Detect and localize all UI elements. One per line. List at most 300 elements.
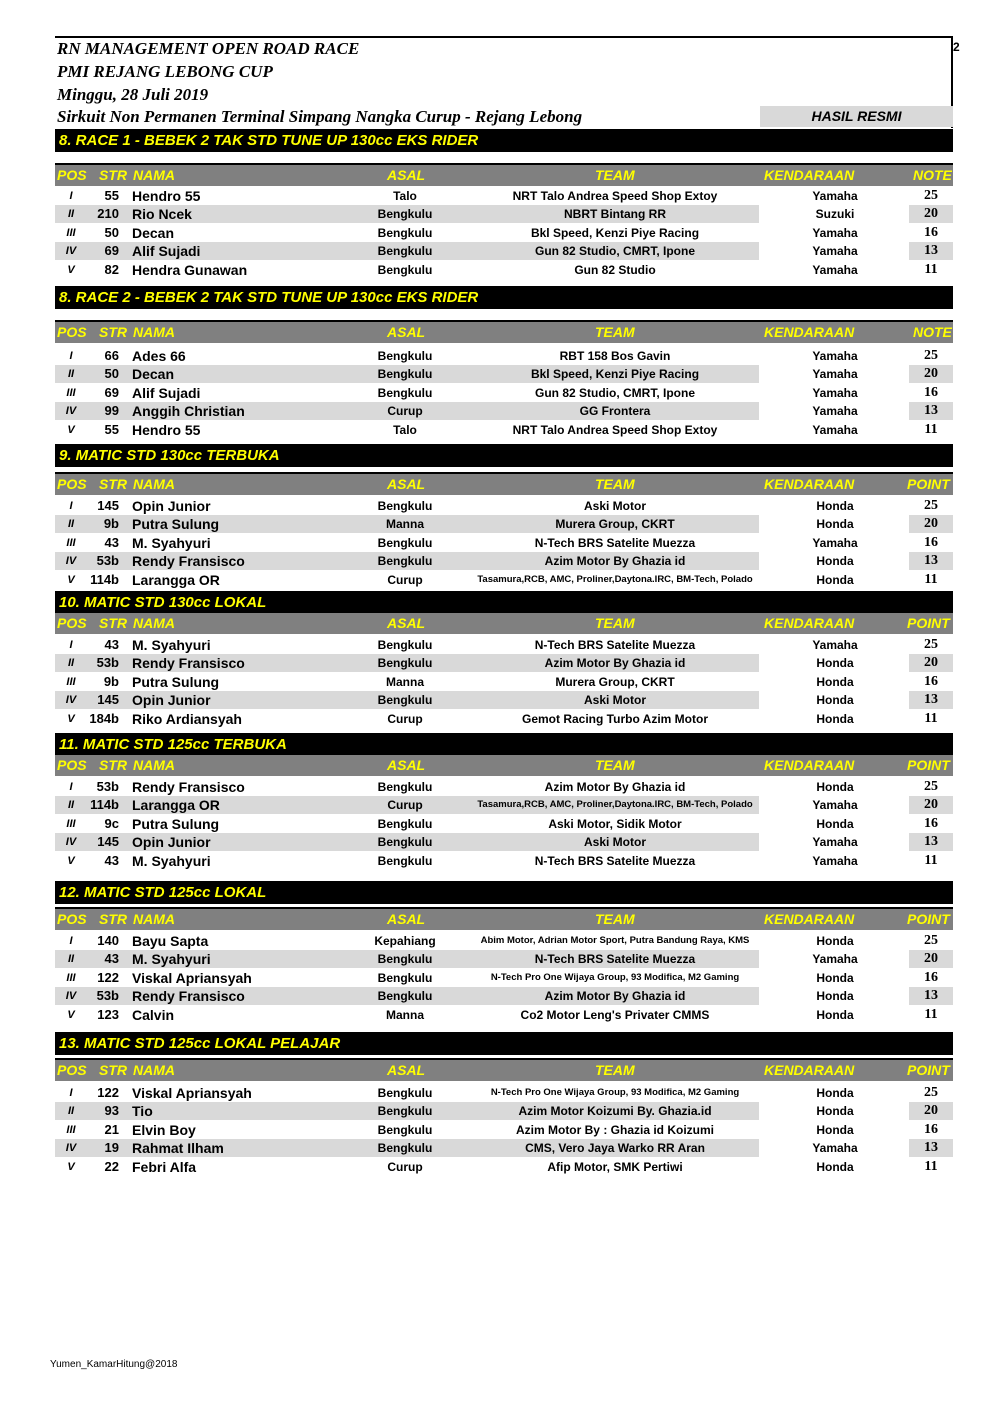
cell-team: Aski Motor bbox=[583, 693, 646, 708]
table-row bbox=[55, 497, 953, 515]
cell-kendaraan: Honda bbox=[816, 693, 854, 708]
cell-note: 16 bbox=[924, 1121, 938, 1137]
cell-nama: Decan bbox=[132, 224, 175, 241]
cell-str: 53b bbox=[96, 655, 119, 671]
cell-nama: Alif Sujadi bbox=[132, 384, 201, 401]
col-pos-header: POS bbox=[57, 167, 87, 183]
cell-str: 55 bbox=[104, 188, 119, 203]
table-row bbox=[55, 1006, 953, 1024]
cell-note: 16 bbox=[924, 224, 938, 240]
cell-kendaraan: Honda bbox=[816, 656, 854, 671]
col-last-header: POINT bbox=[907, 476, 950, 492]
cell-asal: Bengkulu bbox=[377, 989, 433, 1004]
cell-kendaraan: Honda bbox=[816, 780, 854, 794]
table-row bbox=[55, 1102, 953, 1120]
cell-kendaraan: Honda bbox=[816, 1007, 854, 1022]
cell-asal: Curup bbox=[387, 404, 423, 419]
cell-nama: Rendy Fransisco bbox=[132, 779, 245, 795]
col-nama-header: NAMA bbox=[133, 1062, 175, 1078]
cell-nama: Anggih Christian bbox=[132, 403, 245, 420]
cell-pos: III bbox=[66, 1123, 76, 1136]
cell-asal: Bengkulu bbox=[377, 1122, 433, 1137]
col-last-header: POINT bbox=[907, 757, 950, 773]
cell-asal: Kepahiang bbox=[374, 934, 436, 948]
table-row bbox=[55, 384, 953, 402]
cell-str: 50 bbox=[104, 366, 119, 382]
col-pos-header: POS bbox=[57, 911, 87, 927]
cell-str: 122 bbox=[97, 969, 119, 985]
cell-note: 25 bbox=[924, 933, 938, 948]
col-str-header: STR bbox=[99, 167, 127, 183]
cell-kendaraan: Yamaha bbox=[812, 1141, 858, 1156]
table-row bbox=[55, 205, 953, 223]
cell-note: 13 bbox=[924, 692, 938, 708]
cell-note: 20 bbox=[924, 797, 938, 813]
event-date: Minggu, 28 Juli 2019 bbox=[57, 85, 209, 104]
col-kendaraan-header: KENDARAAN bbox=[764, 911, 855, 927]
column-header-row bbox=[55, 163, 953, 186]
cell-str: 43 bbox=[104, 637, 119, 652]
cell-team: GG Frontera bbox=[579, 404, 651, 419]
cell-team: Azim Motor By : Ghazia id Koizumi bbox=[515, 1122, 714, 1137]
cell-team: Aski Motor, Sidik Motor bbox=[548, 816, 682, 831]
cell-kendaraan: Honda bbox=[816, 1104, 854, 1119]
cell-team: N-Tech BRS Satelite Muezza bbox=[534, 853, 696, 868]
cell-pos: I bbox=[69, 190, 73, 202]
cell-note: 13 bbox=[924, 243, 938, 259]
cell-pos: III bbox=[66, 675, 76, 688]
cell-pos: II bbox=[67, 953, 75, 966]
event-title: RN MANAGEMENT OPEN ROAD RACE bbox=[57, 39, 360, 58]
cell-str: 19 bbox=[104, 1140, 119, 1156]
cell-asal: Curup bbox=[387, 1159, 423, 1174]
cell-asal: Talo bbox=[393, 422, 417, 437]
cell-asal: Bengkulu bbox=[377, 656, 433, 671]
cell-team: Tasamura,RCB, AMC, Proliner,Daytona.IRC, BM-Tech, Polado bbox=[477, 799, 753, 811]
table-row bbox=[55, 636, 953, 654]
table-row bbox=[55, 710, 953, 728]
col-str-header: STR bbox=[99, 476, 127, 492]
cell-pos: II bbox=[67, 208, 75, 221]
cell-kendaraan: Honda bbox=[816, 970, 854, 985]
cell-str: 123 bbox=[97, 1006, 119, 1022]
col-str-header: STR bbox=[99, 324, 127, 340]
col-team-header: TEAM bbox=[595, 324, 635, 340]
cell-team: Azim Motor By Ghazia id bbox=[544, 554, 686, 569]
cell-asal: Bengkulu bbox=[377, 349, 433, 363]
cell-str: 50 bbox=[104, 224, 119, 240]
cell-pos: III bbox=[66, 536, 76, 549]
cell-str: 145 bbox=[97, 498, 119, 513]
cell-asal: Bengkulu bbox=[377, 835, 433, 850]
col-kendaraan-header: KENDARAAN bbox=[764, 757, 855, 773]
col-team-header: TEAM bbox=[595, 615, 635, 631]
cell-asal: Bengkulu bbox=[377, 207, 433, 222]
cell-note: 11 bbox=[924, 1158, 938, 1174]
cell-nama: Putra Sulung bbox=[132, 815, 220, 832]
cell-note: 16 bbox=[924, 534, 938, 550]
cell-pos: IV bbox=[65, 694, 77, 707]
col-pos-header: POS bbox=[57, 324, 87, 340]
cell-asal: Bengkulu bbox=[377, 853, 433, 868]
cell-asal: Curup bbox=[387, 711, 423, 726]
table-row bbox=[55, 187, 953, 205]
cell-pos: III bbox=[66, 971, 76, 984]
cell-str: 22 bbox=[104, 1158, 119, 1174]
cell-note: 25 bbox=[924, 779, 938, 794]
col-last-header: POINT bbox=[907, 911, 950, 927]
cell-str: 9b bbox=[103, 516, 119, 532]
hasil-resmi-label: HASIL RESMI bbox=[760, 106, 953, 127]
cell-asal: Bengkulu bbox=[377, 244, 433, 259]
cell-team: NBRT Bintang RR bbox=[564, 207, 666, 222]
cell-team: Bkl Speed, Kenzi Piye Racing bbox=[530, 225, 700, 240]
col-team-header: TEAM bbox=[595, 1062, 635, 1078]
cell-pos: III bbox=[66, 386, 76, 399]
cell-asal: Talo bbox=[393, 189, 417, 203]
event-venue: Sirkuit Non Permanen Terminal Simpang Nangka Curup - Rejang Lebong bbox=[57, 107, 583, 126]
cell-team: N-Tech BRS Satelite Muezza bbox=[534, 535, 696, 550]
table-row bbox=[55, 796, 953, 814]
cell-asal: Bengkulu bbox=[377, 693, 433, 708]
col-nama-header: NAMA bbox=[133, 911, 175, 927]
cell-team: Abim Motor, Adrian Motor Sport, Putra Bandung Raya, KMS bbox=[480, 935, 750, 946]
section-title: 8. RACE 2 - BEBEK 2 TAK STD TUNE UP 130cc EKS RIDER bbox=[55, 286, 953, 309]
col-asal-header: ASAL bbox=[387, 615, 426, 631]
col-team-header: TEAM bbox=[595, 476, 635, 492]
table-row bbox=[55, 987, 953, 1005]
cell-nama: Riko Ardiansyah bbox=[132, 710, 242, 727]
col-asal-header: ASAL bbox=[387, 476, 426, 492]
cell-note: 20 bbox=[924, 1103, 938, 1119]
column-header-row bbox=[55, 472, 953, 495]
column-header-row bbox=[55, 753, 953, 776]
cell-note: 25 bbox=[924, 188, 938, 203]
cell-asal: Bengkulu bbox=[377, 554, 433, 569]
col-pos-header: POS bbox=[57, 1062, 87, 1078]
section-title: 11. MATIC STD 125cc TERBUKA bbox=[55, 733, 953, 756]
cell-nama: M. Syahyuri bbox=[132, 852, 211, 869]
cell-asal: Curup bbox=[387, 798, 423, 813]
cell-asal: Curup bbox=[387, 572, 423, 587]
cell-kendaraan: Yamaha bbox=[812, 952, 858, 967]
cell-note: 13 bbox=[924, 553, 938, 569]
cell-kendaraan: Honda bbox=[816, 816, 854, 831]
cell-asal: Bengkulu bbox=[377, 385, 433, 400]
cell-asal: Bengkulu bbox=[377, 225, 433, 240]
col-str-header: STR bbox=[99, 615, 127, 631]
cell-note: 20 bbox=[924, 951, 938, 967]
cell-note: 13 bbox=[924, 834, 938, 850]
col-kendaraan-header: KENDARAAN bbox=[764, 1062, 855, 1078]
col-str-header: STR bbox=[99, 757, 127, 773]
cell-pos: I bbox=[69, 639, 73, 651]
col-last-header: POINT bbox=[907, 615, 950, 631]
col-pos-header: POS bbox=[57, 476, 87, 492]
cell-pos: II bbox=[67, 657, 75, 670]
section-title: 8. RACE 1 - BEBEK 2 TAK STD TUNE UP 130cc EKS RIDER bbox=[55, 129, 953, 152]
cell-asal: Bengkulu bbox=[377, 499, 433, 513]
cell-pos: II bbox=[67, 799, 75, 812]
cell-kendaraan: Honda bbox=[816, 934, 854, 948]
cell-kendaraan: Yamaha bbox=[812, 367, 858, 382]
cell-nama: Ades 66 bbox=[132, 348, 186, 364]
cell-note: 11 bbox=[924, 571, 938, 587]
cell-nama: Putra Sulung bbox=[132, 516, 220, 533]
page-number: 2 bbox=[953, 40, 960, 54]
cell-str: 99 bbox=[104, 403, 119, 419]
table-row bbox=[55, 969, 953, 987]
table-row bbox=[55, 1158, 953, 1176]
cell-kendaraan: Yamaha bbox=[812, 535, 858, 550]
cell-str: 184b bbox=[89, 710, 119, 726]
col-kendaraan-header: KENDARAAN bbox=[764, 476, 855, 492]
col-asal-header: ASAL bbox=[387, 167, 426, 183]
cell-note: 20 bbox=[924, 655, 938, 671]
cell-pos: IV bbox=[65, 405, 77, 418]
cell-team: Afip Motor, SMK Pertiwi bbox=[547, 1159, 683, 1174]
cell-nama: Febri Alfa bbox=[132, 1158, 197, 1175]
cell-note: 20 bbox=[924, 516, 938, 532]
cell-nama: Opin Junior bbox=[132, 498, 211, 514]
cell-note: 16 bbox=[924, 673, 938, 689]
cell-kendaraan: Honda bbox=[816, 1086, 854, 1100]
cell-pos: IV bbox=[65, 1142, 77, 1155]
event-subtitle: PMI REJANG LEBONG CUP bbox=[57, 62, 273, 81]
cell-str: 66 bbox=[104, 348, 119, 363]
cell-str: 43 bbox=[104, 534, 119, 550]
cell-str: 122 bbox=[97, 1085, 119, 1100]
cell-kendaraan: Yamaha bbox=[812, 798, 858, 813]
cell-str: 114b bbox=[90, 571, 119, 587]
cell-asal: Manna bbox=[385, 1007, 424, 1022]
cell-team: Gemot Racing Turbo Azim Motor bbox=[522, 711, 708, 726]
col-asal-header: ASAL bbox=[387, 911, 426, 927]
table-row bbox=[55, 673, 953, 691]
cell-asal: Bengkulu bbox=[377, 262, 433, 277]
table-row bbox=[55, 242, 953, 260]
cell-asal: Bengkulu bbox=[377, 1141, 433, 1156]
table-row bbox=[55, 402, 953, 420]
column-header-row bbox=[55, 1058, 953, 1081]
cell-team: Azim Motor Koizumi By. Ghazia.id bbox=[518, 1104, 712, 1119]
cell-nama: Hendro 55 bbox=[132, 421, 201, 438]
cell-kendaraan: Yamaha bbox=[812, 225, 858, 240]
cell-team: Tasamura,RCB, AMC, Proliner,Daytona.IRC, BM-Tech, Polado bbox=[477, 573, 753, 585]
cell-str: 43 bbox=[104, 852, 119, 868]
cell-asal: Bengkulu bbox=[377, 638, 433, 652]
cell-kendaraan: Yamaha bbox=[812, 404, 858, 419]
cell-pos: V bbox=[67, 1008, 75, 1021]
column-header-row bbox=[55, 907, 953, 930]
col-nama-header: NAMA bbox=[133, 324, 175, 340]
cell-pos: II bbox=[67, 368, 75, 381]
cell-pos: III bbox=[66, 817, 76, 830]
cell-team: CMS, Vero Jaya Warko RR Aran bbox=[525, 1141, 705, 1156]
cell-kendaraan: Yamaha bbox=[812, 835, 858, 850]
cell-str: 53b bbox=[96, 988, 119, 1004]
col-str-header: STR bbox=[99, 1062, 127, 1078]
col-last-header: POINT bbox=[907, 1062, 950, 1078]
cell-pos: IV bbox=[65, 990, 77, 1003]
cell-kendaraan: Yamaha bbox=[812, 189, 858, 203]
cell-note: 11 bbox=[924, 1006, 938, 1022]
cell-str: 145 bbox=[97, 834, 119, 850]
column-header-row bbox=[55, 611, 953, 634]
cell-kendaraan: Honda bbox=[816, 674, 854, 689]
cell-pos: V bbox=[67, 712, 75, 725]
cell-team: NRT Talo Andrea Speed Shop Extoy bbox=[512, 422, 718, 437]
cell-pos: I bbox=[69, 935, 73, 947]
cell-kendaraan: Yamaha bbox=[812, 244, 858, 259]
col-last-header: NOTE bbox=[913, 324, 952, 340]
cell-kendaraan: Honda bbox=[816, 1159, 854, 1174]
table-row bbox=[55, 261, 953, 279]
col-asal-header: ASAL bbox=[387, 757, 426, 773]
cell-str: 43 bbox=[104, 951, 119, 967]
table-row bbox=[55, 1084, 953, 1102]
cell-note: 11 bbox=[924, 421, 938, 437]
col-team-header: TEAM bbox=[595, 167, 635, 183]
cell-nama: Putra Sulung bbox=[132, 673, 220, 690]
section-title: 12. MATIC STD 125cc LOKAL bbox=[55, 881, 953, 904]
cell-note: 13 bbox=[924, 988, 938, 1004]
table-row bbox=[55, 950, 953, 968]
cell-note: 20 bbox=[924, 206, 938, 222]
section-title: 13. MATIC STD 125cc LOKAL PELAJAR bbox=[55, 1032, 953, 1055]
cell-asal: Bengkulu bbox=[377, 780, 433, 794]
cell-kendaraan: Yamaha bbox=[812, 422, 858, 437]
cell-nama: Rahmat Ilham bbox=[132, 1140, 224, 1157]
cell-kendaraan: Honda bbox=[816, 517, 854, 532]
cell-str: 53b bbox=[96, 779, 119, 794]
cell-str: 140 bbox=[97, 933, 119, 948]
cell-team: Gun 82 Studio, CMRT, Ipone bbox=[535, 385, 695, 400]
cell-pos: V bbox=[67, 423, 75, 436]
cell-nama: M. Syahyuri bbox=[132, 534, 211, 551]
cell-pos: II bbox=[67, 1105, 75, 1118]
cell-team: Gun 82 Studio bbox=[574, 262, 656, 277]
cell-kendaraan: Yamaha bbox=[812, 349, 858, 363]
table-row bbox=[55, 654, 953, 672]
col-last-header: NOTE bbox=[913, 167, 952, 183]
cell-nama: Tio bbox=[132, 1103, 153, 1120]
cell-str: 55 bbox=[104, 421, 119, 437]
cell-team: N-Tech Pro One Wijaya Group, 93 Modifica, M2 Gaming bbox=[490, 1087, 740, 1098]
col-pos-header: POS bbox=[57, 615, 87, 631]
table-row bbox=[55, 1139, 953, 1157]
table-row bbox=[55, 365, 953, 383]
cell-nama: M. Syahyuri bbox=[132, 951, 211, 968]
cell-note: 20 bbox=[924, 366, 938, 382]
cell-nama: M. Syahyuri bbox=[132, 637, 211, 653]
cell-str: 9b bbox=[103, 673, 119, 689]
column-header-row bbox=[55, 320, 953, 343]
cell-pos: I bbox=[69, 350, 73, 362]
cell-note: 16 bbox=[924, 384, 938, 400]
cell-nama: Viskal Apriansyah bbox=[132, 1085, 252, 1101]
cell-str: 145 bbox=[97, 692, 119, 708]
cell-pos: I bbox=[69, 1087, 73, 1099]
cell-team: Azim Motor By Ghazia id bbox=[544, 780, 686, 794]
table-row bbox=[55, 852, 953, 870]
col-asal-header: ASAL bbox=[387, 324, 426, 340]
cell-team: Azim Motor By Ghazia id bbox=[544, 656, 686, 671]
cell-str: 21 bbox=[104, 1121, 119, 1137]
col-nama-header: NAMA bbox=[133, 615, 175, 631]
footer-credit: Yumen_KamarHitung@2018 bbox=[50, 1359, 178, 1370]
cell-team: N-Tech BRS Satelite Muezza bbox=[534, 952, 696, 967]
cell-nama: Larangga OR bbox=[132, 571, 220, 588]
cell-str: 69 bbox=[104, 243, 119, 259]
cell-pos: III bbox=[66, 226, 76, 239]
col-kendaraan-header: KENDARAAN bbox=[764, 167, 855, 183]
col-str-header: STR bbox=[99, 911, 127, 927]
cell-team: N-Tech BRS Satelite Muezza bbox=[534, 638, 696, 652]
cell-pos: V bbox=[67, 854, 75, 867]
cell-nama: Opin Junior bbox=[132, 692, 211, 709]
cell-kendaraan: Honda bbox=[816, 554, 854, 569]
cell-asal: Bengkulu bbox=[377, 952, 433, 967]
cell-team: Murera Group, CKRT bbox=[555, 517, 675, 532]
table-row bbox=[55, 1121, 953, 1139]
cell-str: 53b bbox=[96, 553, 119, 569]
table-row bbox=[55, 833, 953, 851]
table-row bbox=[55, 691, 953, 709]
cell-asal: Bengkulu bbox=[377, 1086, 433, 1100]
cell-team: N-Tech Pro One Wijaya Group, 93 Modifica, M2 Gaming bbox=[490, 971, 740, 983]
cell-nama: Hendro 55 bbox=[132, 188, 201, 204]
cell-asal: Manna bbox=[385, 517, 424, 532]
cell-nama: Bayu Sapta bbox=[132, 933, 209, 949]
cell-str: 114b bbox=[90, 797, 119, 813]
cell-note: 11 bbox=[924, 852, 938, 868]
cell-note: 25 bbox=[924, 498, 938, 513]
table-row bbox=[55, 534, 953, 552]
col-pos-header: POS bbox=[57, 757, 87, 773]
cell-nama: Viskal Apriansyah bbox=[132, 969, 252, 986]
col-asal-header: ASAL bbox=[387, 1062, 426, 1078]
col-kendaraan-header: KENDARAAN bbox=[764, 324, 855, 340]
cell-pos: IV bbox=[65, 555, 77, 568]
cell-note: 11 bbox=[924, 261, 938, 277]
table-row bbox=[55, 571, 953, 589]
cell-str: 82 bbox=[104, 261, 119, 277]
cell-team: NRT Talo Andrea Speed Shop Extoy bbox=[512, 189, 718, 203]
cell-pos: IV bbox=[65, 836, 77, 849]
cell-pos: V bbox=[67, 263, 75, 276]
cell-pos: I bbox=[69, 500, 73, 512]
section-title: 10. MATIC STD 130cc LOKAL bbox=[55, 591, 953, 614]
cell-note: 25 bbox=[924, 1085, 938, 1100]
cell-nama: Rendy Fransisco bbox=[132, 988, 245, 1005]
cell-kendaraan: Yamaha bbox=[812, 638, 858, 652]
cell-pos: V bbox=[67, 1160, 75, 1173]
cell-note: 13 bbox=[924, 403, 938, 419]
cell-nama: Alif Sujadi bbox=[132, 243, 201, 260]
table-row bbox=[55, 778, 953, 796]
cell-nama: Rendy Fransisco bbox=[132, 655, 245, 672]
cell-asal: Bengkulu bbox=[377, 367, 433, 382]
cell-pos: II bbox=[67, 518, 75, 531]
cell-team: Aski Motor bbox=[583, 835, 646, 850]
cell-kendaraan: Yamaha bbox=[812, 262, 858, 277]
cell-kendaraan: Honda bbox=[816, 711, 854, 726]
cell-nama: Opin Junior bbox=[132, 834, 211, 851]
cell-nama: Elvin Boy bbox=[132, 1121, 196, 1138]
table-row bbox=[55, 515, 953, 533]
cell-note: 11 bbox=[924, 710, 938, 726]
